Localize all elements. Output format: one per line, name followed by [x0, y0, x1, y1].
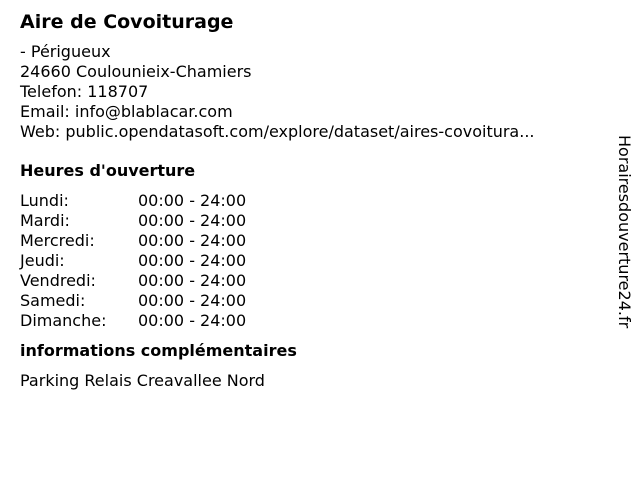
time-range: 00:00 - 24:00 [138, 311, 247, 330]
opening-hours-heading: Heures d'ouverture [20, 161, 196, 180]
page-title: Aire de Covoiturage [20, 11, 234, 33]
additional-info-heading: informations complémentaires [20, 341, 297, 360]
time-range: 00:00 - 24:00 [138, 231, 247, 250]
email-line: Email: info@blablacar.com [20, 102, 233, 121]
time-range: 00:00 - 24:00 [138, 191, 247, 210]
hours-row-tuesday [20, 211, 600, 231]
address-line: 24660 Coulounieix-Chamiers [20, 62, 252, 81]
site-watermark: Horairesdouverture24.fr [615, 135, 634, 329]
day-label: Vendredi: [20, 271, 96, 290]
city-line: - Périgueux [20, 42, 111, 61]
day-label: Jeudi: [20, 251, 65, 270]
day-label: Mercredi: [20, 231, 95, 250]
place-card [20, 10, 600, 391]
day-label: Samedi: [20, 291, 86, 310]
additional-info-text: Parking Relais Creavallee Nord [20, 371, 265, 390]
day-label: Lundi: [20, 191, 69, 210]
hours-row-sunday [20, 311, 600, 331]
time-range: 00:00 - 24:00 [138, 291, 247, 310]
phone-line: Telefon: 118707 [20, 82, 149, 101]
hours-row-friday [20, 271, 600, 291]
day-label: Dimanche: [20, 311, 107, 330]
time-range: 00:00 - 24:00 [138, 251, 247, 270]
day-label: Mardi: [20, 211, 70, 230]
hours-row-wednesday [20, 231, 600, 251]
opening-hours-table [20, 191, 600, 331]
hours-row-thursday [20, 251, 600, 271]
time-range: 00:00 - 24:00 [138, 271, 247, 290]
time-range: 00:00 - 24:00 [138, 211, 247, 230]
hours-row-saturday [20, 291, 600, 311]
hours-row-monday [20, 191, 600, 211]
web-line: Web: public.opendatasoft.com/explore/dataset/aires-covoitura... [20, 122, 535, 141]
